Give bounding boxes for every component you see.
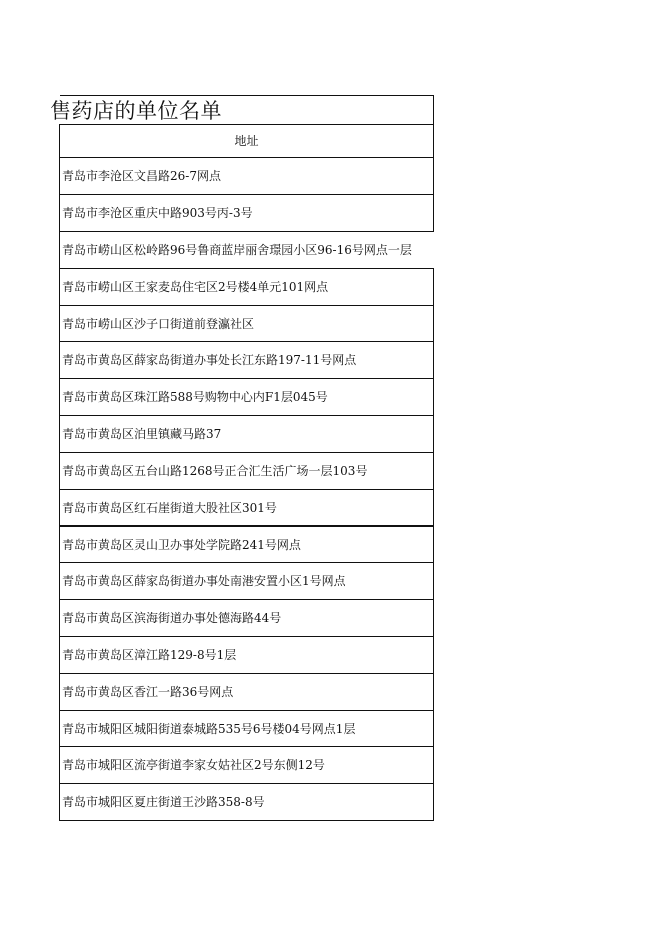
table-right-border-bottom xyxy=(433,268,434,821)
table-row: 青岛市崂山区沙子口街道前登瀛社区 xyxy=(62,317,255,331)
table-row: 青岛市黄岛区红石崖街道大股社区301号 xyxy=(62,501,277,515)
column-header-address: 地址 xyxy=(234,134,259,148)
table-row: 青岛市崂山区王家麦岛住宅区2号楼4单元101网点 xyxy=(62,280,329,294)
table-row: 青岛市李沧区文昌路26-7网点 xyxy=(62,169,221,183)
table-row: 青岛市黄岛区五台山路1268号正合汇生活广场一层103号 xyxy=(62,464,368,478)
table-row: 青岛市黄岛区泊里镇藏马路37 xyxy=(62,427,222,441)
table-row: 青岛市黄岛区香江一路36号网点 xyxy=(62,685,234,699)
table-row: 青岛市城阳区流亭街道李家女姑社区2号东侧12号 xyxy=(62,758,325,772)
table-row: 青岛市黄岛区薛家岛街道办事处长江东路197-11号网点 xyxy=(62,353,357,367)
title-top-border xyxy=(60,95,434,96)
table-row: 青岛市黄岛区滨海街道办事处德海路44号 xyxy=(62,611,282,625)
table-row: 青岛市城阳区夏庄街道王沙路358-8号 xyxy=(62,795,265,809)
table-row: 青岛市黄岛区漳江路129-8号1层 xyxy=(62,648,237,662)
table-row: 青岛市黄岛区薛家岛街道办事处南港安置小区1号网点 xyxy=(62,574,346,588)
table-row: 青岛市李沧区重庆中路903号丙-3号 xyxy=(62,206,253,220)
title-right-border xyxy=(433,95,434,125)
table-right-border-top xyxy=(433,125,434,232)
table-left-border xyxy=(59,125,60,821)
table-row: 青岛市黄岛区灵山卫办事处学院路241号网点 xyxy=(62,538,301,552)
document-title: 售药店的单位名单 xyxy=(50,99,222,123)
table-row: 青岛市黄岛区珠江路588号购物中心内F1层045号 xyxy=(62,390,328,404)
table-row: 青岛市崂山区松岭路96号鲁商蓝岸丽舍璟园小区96-16号网点一层 xyxy=(62,243,412,257)
table-row: 青岛市城阳区城阳街道泰城路535号6号楼04号网点1层 xyxy=(62,722,356,736)
grid-line xyxy=(59,820,434,821)
